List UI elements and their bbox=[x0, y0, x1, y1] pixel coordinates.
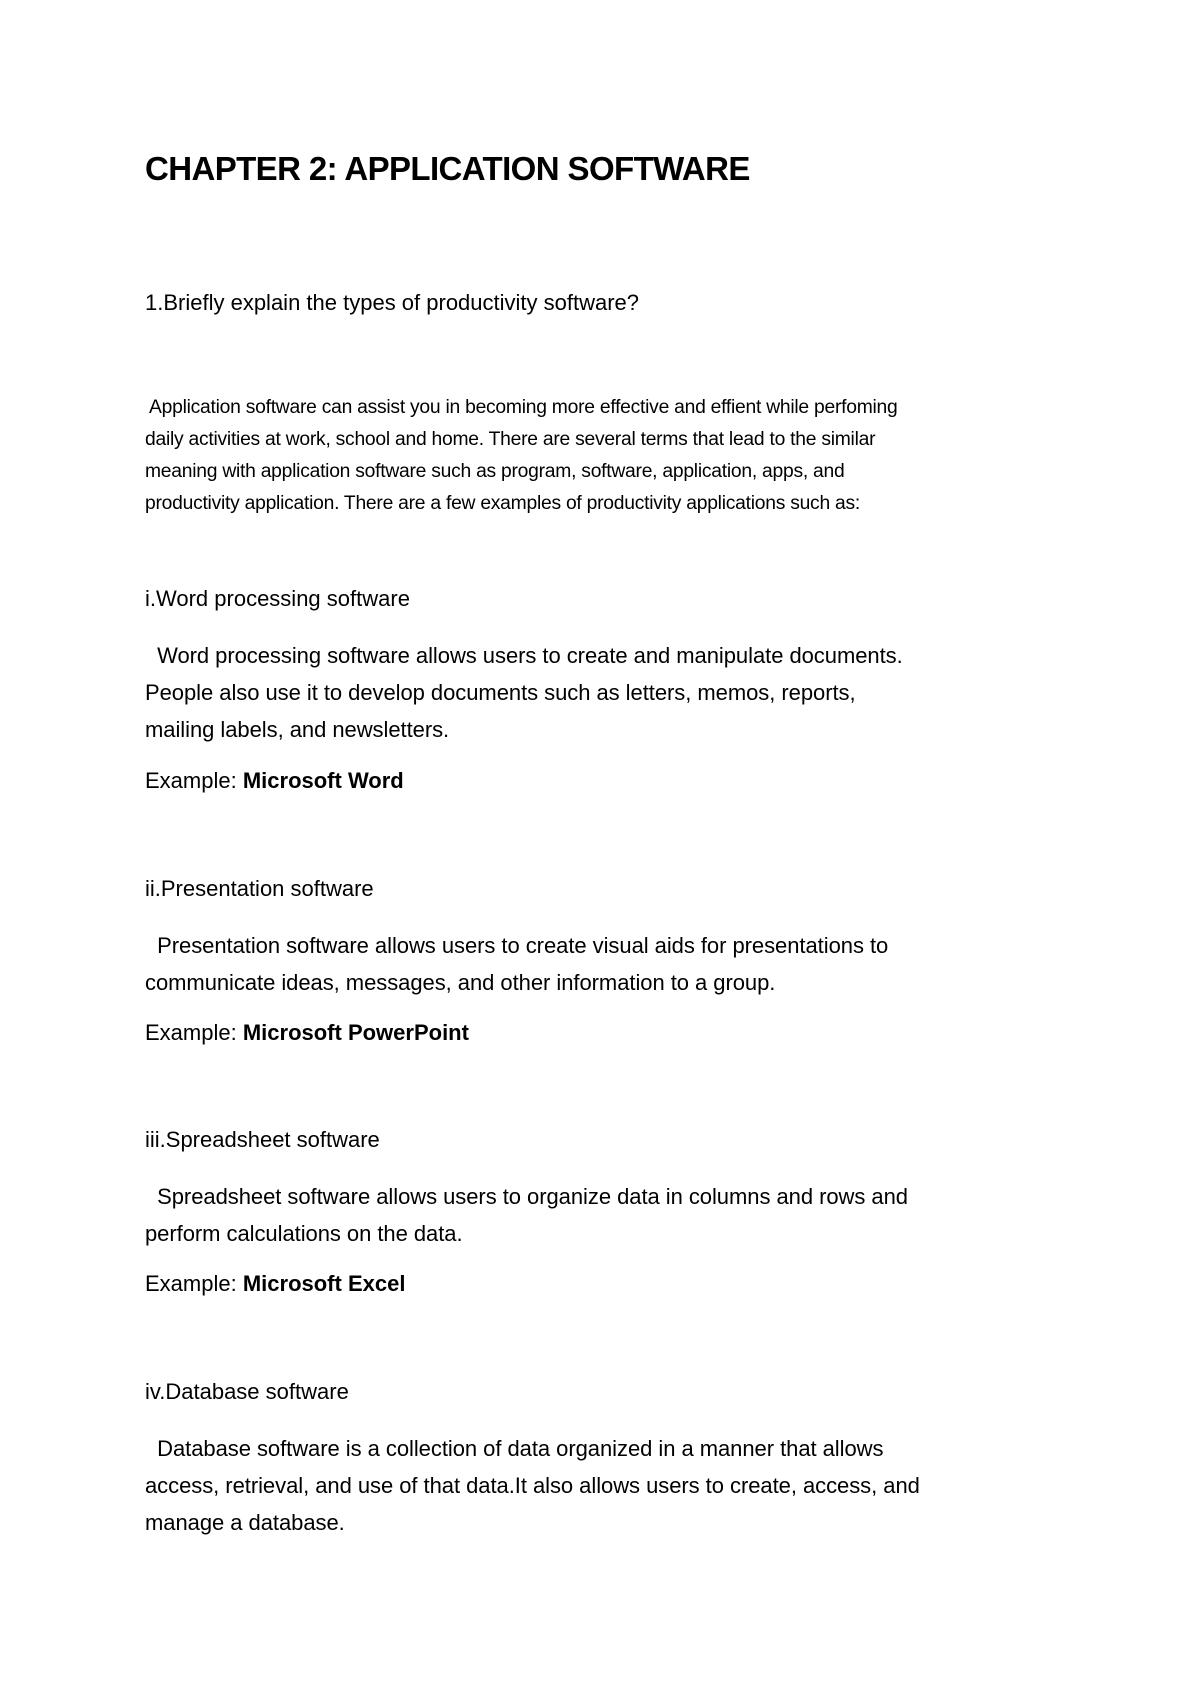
intro-paragraph bbox=[145, 392, 898, 520]
desc-line: communicate ideas, messages, and other information to a group. bbox=[145, 970, 776, 995]
desc-line: perform calculations on the data. bbox=[145, 1221, 463, 1246]
section-desc-spreadsheet bbox=[145, 1178, 908, 1252]
example-label: Example: bbox=[145, 768, 243, 793]
section-heading-word-processing: i.Word processing software bbox=[145, 586, 410, 611]
section-heading-database: iv.Database software bbox=[145, 1379, 349, 1404]
desc-line: Spreadsheet software allows users to organize data in columns and rows and bbox=[145, 1184, 908, 1209]
section-heading-spreadsheet: iii.Spreadsheet software bbox=[145, 1127, 380, 1152]
section-desc-presentation bbox=[145, 927, 888, 1001]
desc-line: Presentation software allows users to create visual aids for presentations to bbox=[145, 933, 889, 958]
intro-line: productivity application. There are a few examples of productivity applications such as: bbox=[145, 493, 860, 514]
intro-line: Application software can assist you in becoming more effective and effient while perfoming bbox=[145, 397, 898, 418]
desc-line: manage a database. bbox=[145, 1510, 345, 1535]
desc-line: mailing labels, and newsletters. bbox=[145, 717, 450, 742]
intro-line: meaning with application software such as program, software, application, apps, and bbox=[145, 461, 845, 482]
chapter-title: CHAPTER 2: APPLICATION SOFTWARE bbox=[145, 150, 750, 187]
section-heading-presentation: ii.Presentation software bbox=[145, 876, 374, 901]
question-text: 1.Briefly explain the types of productivity software? bbox=[145, 290, 640, 315]
example-word-processing bbox=[145, 768, 404, 794]
example-value: Microsoft Excel bbox=[242, 1271, 406, 1296]
desc-line: People also use it to develop documents such as letters, memos, reports, bbox=[145, 680, 856, 705]
example-label: Example: bbox=[145, 1271, 243, 1296]
desc-line: Database software is a collection of data organized in a manner that allows bbox=[145, 1436, 884, 1461]
desc-line: Word processing software allows users to create and manipulate documents. bbox=[145, 643, 903, 668]
section-desc-word-processing bbox=[145, 637, 903, 748]
example-value: Microsoft PowerPoint bbox=[242, 1020, 469, 1045]
example-presentation bbox=[145, 1020, 469, 1046]
desc-line: access, retrieval, and use of that data.It also allows users to create, access, and bbox=[145, 1473, 920, 1498]
intro-line: daily activities at work, school and home. There are several terms that lead to the similar bbox=[145, 429, 876, 450]
section-desc-database bbox=[145, 1430, 920, 1541]
example-value: Microsoft Word bbox=[242, 768, 404, 793]
example-spreadsheet bbox=[145, 1271, 405, 1297]
example-label: Example: bbox=[145, 1020, 243, 1045]
